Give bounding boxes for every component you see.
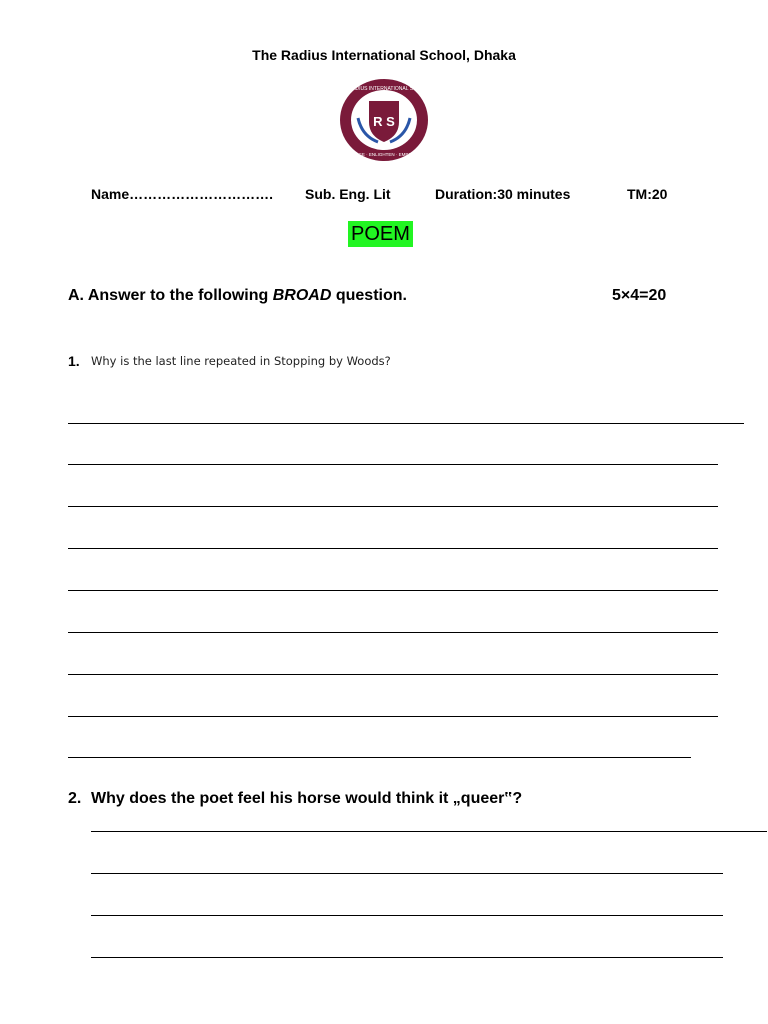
answer-line[interactable] — [91, 831, 767, 832]
answer-line[interactable] — [68, 590, 718, 591]
logo-motto: ENGAGE · ENLIGHTEN · EMPOWER — [345, 152, 423, 157]
answer-line[interactable] — [68, 423, 744, 424]
answer-line[interactable] — [68, 632, 718, 633]
name-field-label: Name…………………………. — [91, 186, 274, 202]
question-1-text: Why is the last line repeated in Stopping by Woods? — [91, 354, 391, 368]
answer-line[interactable] — [91, 873, 723, 874]
answer-line[interactable] — [68, 506, 718, 507]
answer-line[interactable] — [68, 674, 718, 675]
section-a-suffix: question. — [331, 287, 407, 304]
answer-line[interactable] — [91, 915, 723, 916]
answer-line[interactable] — [68, 716, 718, 717]
section-a-heading — [68, 287, 407, 305]
section-a-emphasis: BROAD — [272, 287, 332, 304]
section-a-marks: 5×4=20 — [612, 287, 667, 304]
total-marks-label: TM:20 — [627, 186, 668, 202]
answer-line[interactable] — [68, 548, 718, 549]
page-title: POEM — [348, 221, 413, 247]
answer-line[interactable] — [68, 757, 691, 758]
section-a-prefix: A. Answer to the following — [68, 287, 273, 304]
question-2-text: Why does the poet feel his horse would think it „queer‟? — [91, 790, 523, 807]
answer-line[interactable] — [68, 464, 718, 465]
logo-initials: R S — [373, 114, 395, 129]
logo-text: THE RADIUS INTERNATIONAL SCHOOL — [337, 86, 431, 92]
question-1-number: 1. — [68, 353, 80, 369]
school-name: The Radius International School, Dhaka — [252, 47, 516, 63]
question-2-number: 2. — [68, 790, 82, 807]
duration-label: Duration:30 minutes — [435, 186, 571, 202]
school-logo — [336, 76, 432, 164]
subject-label: Sub. Eng. Lit — [305, 186, 391, 202]
answer-line[interactable] — [91, 957, 723, 958]
